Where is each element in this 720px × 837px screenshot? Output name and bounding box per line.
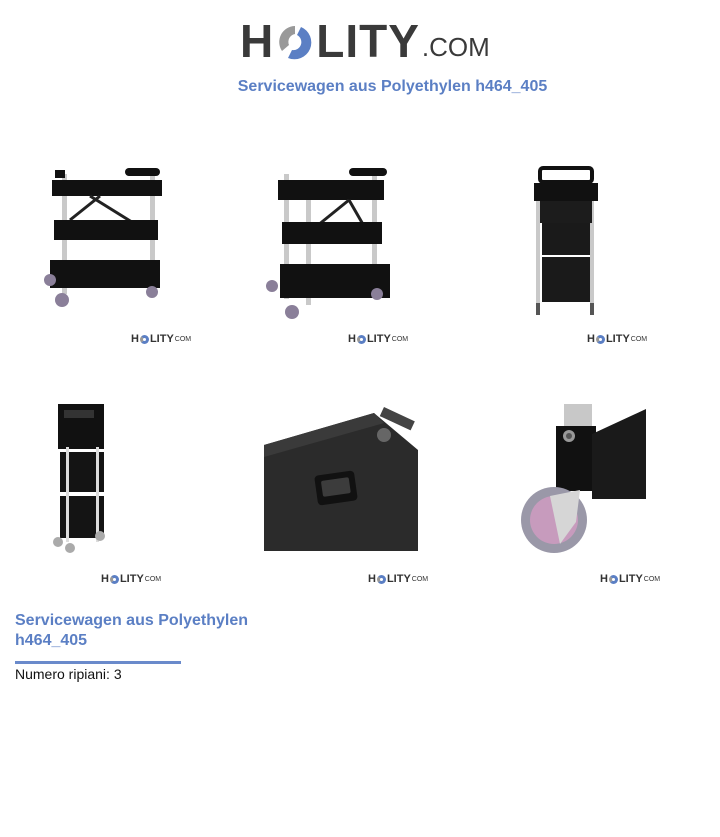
watermark-logo-icon	[596, 335, 605, 344]
watermark-6: H LITY COM	[600, 573, 661, 585]
logo-letter-h: H	[240, 15, 275, 67]
title-underline-divider	[15, 661, 181, 664]
product-title: Servicewagen aus Polyethylen h464_405	[15, 612, 248, 649]
logo-suffix: .COM	[421, 32, 490, 62]
watermark-2: H LITY COM	[348, 333, 409, 345]
watermark-5: H LITY COM	[368, 573, 429, 585]
holity-logo[interactable]	[240, 14, 490, 67]
watermark-1: H LITY COM	[131, 333, 192, 345]
page-title: Servicewagen aus Polyethylen h464_405	[237, 78, 548, 95]
logo-wordmark	[240, 15, 420, 67]
watermark-logo-icon	[140, 335, 149, 344]
attribute-shelves: Numero ripiani: 3	[15, 666, 122, 682]
logo-o-icon	[276, 22, 314, 60]
watermark-logo-icon	[609, 575, 618, 584]
watermark-logo-icon	[377, 575, 386, 584]
product-image-1[interactable]	[40, 160, 170, 315]
watermark-4: H LITY COM	[101, 573, 162, 585]
product-image-2[interactable]	[264, 160, 394, 320]
product-image-5[interactable]	[264, 405, 418, 551]
logo-letters-lity: LITY	[316, 15, 420, 67]
watermark-logo-icon	[357, 335, 366, 344]
watermark-3: H LITY COM	[587, 333, 648, 345]
product-image-3[interactable]	[530, 165, 605, 317]
watermark-logo-icon	[110, 575, 119, 584]
product-image-6[interactable]	[520, 404, 646, 554]
product-image-4[interactable]	[52, 402, 110, 554]
